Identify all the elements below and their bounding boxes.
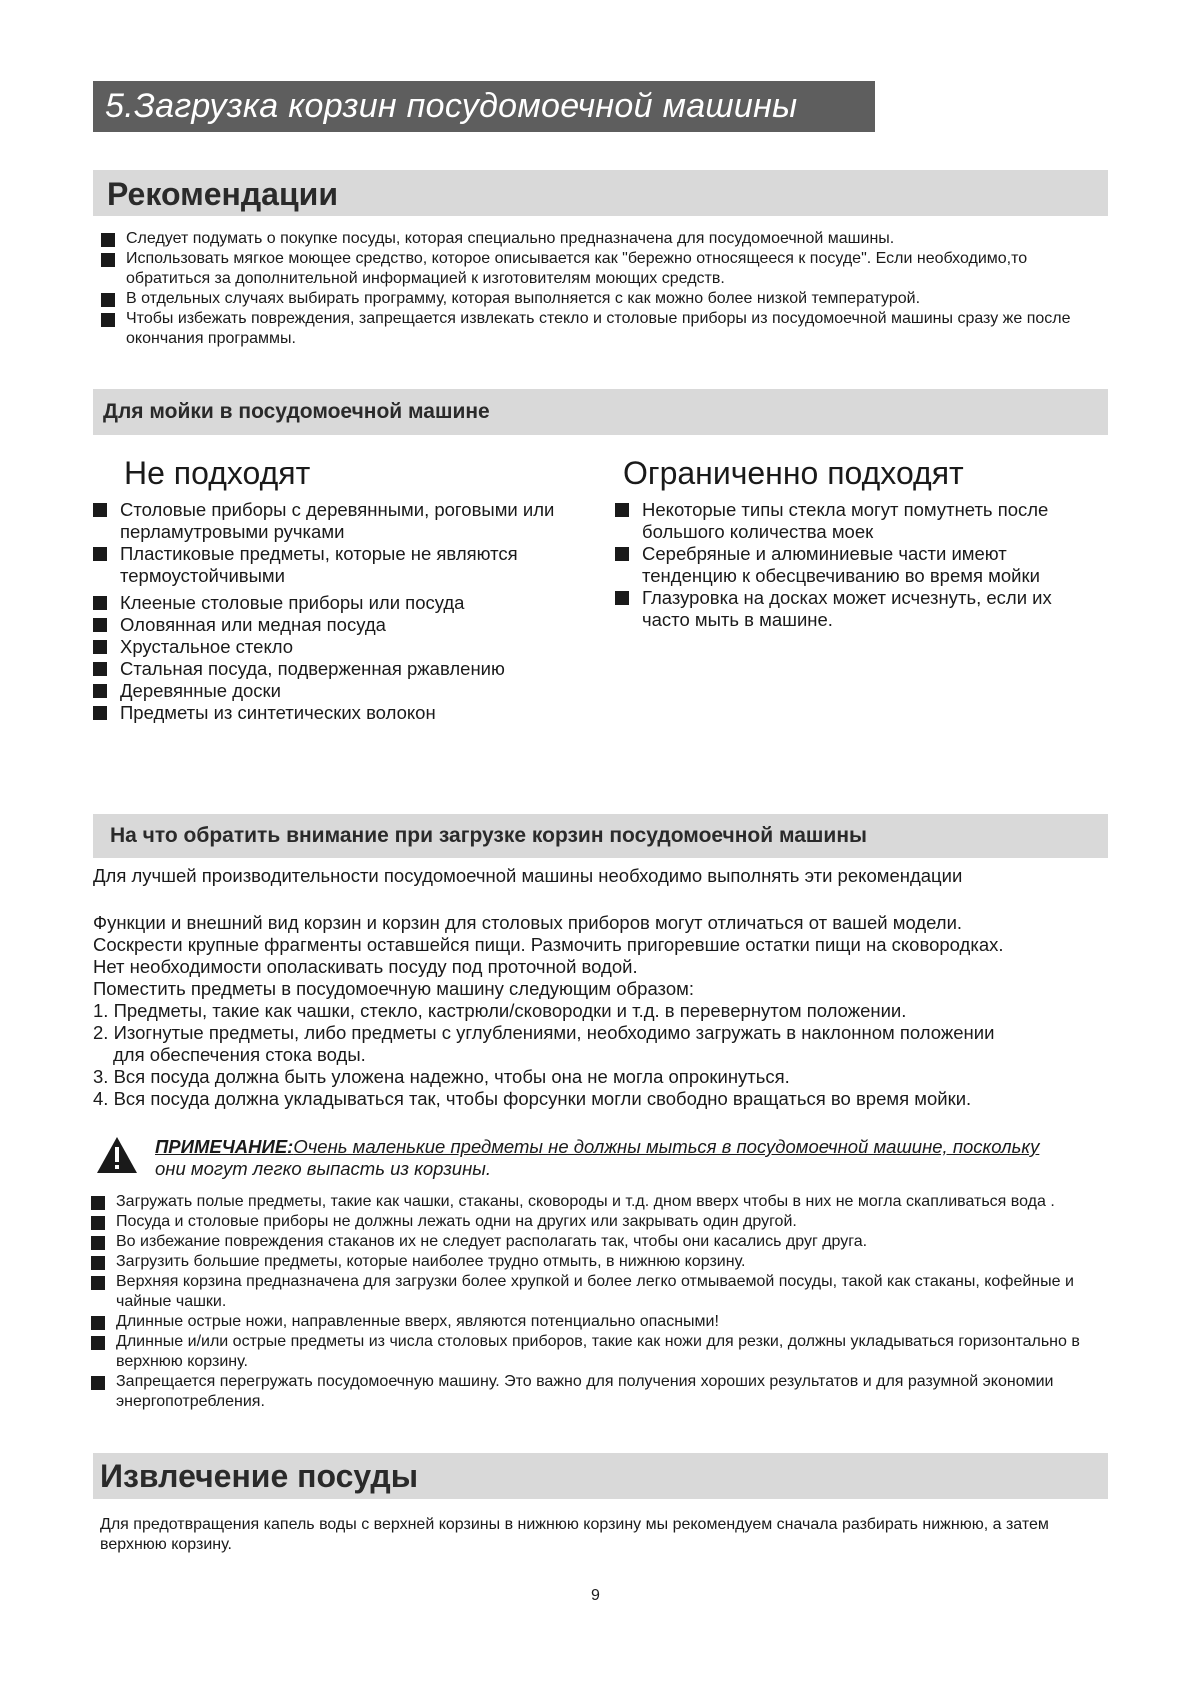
list-item: Столовые приборы с деревянными, роговыми или перламутровыми ручками [120,499,590,543]
loading-attention-heading: На что обратить внимание при загрузке корзин посудомоечной машины [93,814,1108,858]
note-text: Очень маленькие предметы не должны мыться в посудомоечной машине, поскольку [293,1136,1040,1157]
loading-list [116,1192,1106,1412]
list-item: Некоторые типы стекла могут помутнеть после большого количества моек [642,499,1102,543]
unloading-text: Для предотвращения капель воды с верхней корзины в нижнюю корзину мы рекомендуем сначала разбирать нижнюю, а затем верхнюю корзину. [100,1516,1049,1553]
paragraph-line: для обеспечения стока воды. [113,1044,366,1065]
list-item: Загрузить большие предметы, которые наиболее трудно отмыть, в нижнюю корзину. [116,1252,1106,1272]
list-item: Оловянная или медная посуда [120,614,590,636]
not-suitable-heading: Не подходят [124,455,311,491]
list-item: Глазуровка на досках может исчезнуть, если их часто мыть в машине. [642,587,1102,631]
paragraph-line: 2. Изогнутые предметы, либо предметы с углублениями, необходимо загружать в наклонном положении [93,1022,995,1043]
loading-steps [93,912,1108,1110]
list-item: Запрещается перегружать посудомоечную машину. Это важно для получения хороших результатов и для разумной экономии энергопотребления. [116,1372,1106,1412]
paragraph-line: Нет необходимости ополаскивать посуду под проточной водой. [93,956,638,977]
list-item: Длинные и/или острые предметы из числа столовых приборов, такие как ножи для резки, должны укладываться горизонтально в верхнюю корзину. [116,1332,1106,1372]
list-item: Клееные столовые приборы или посуда [120,592,590,614]
paragraph-line: 3. Вся посуда должна быть уложена надежно, чтобы она не могла опрокинуться. [93,1066,790,1087]
note-label: ПРИМЕЧАНИЕ: [155,1136,294,1157]
list-item: Верхняя корзина предназначена для загрузки более хрупкой и более легко отмываемой посуды, такой как стаканы, кофейные и чайные чашки. [116,1272,1106,1312]
list-item: Хрустальное стекло [120,636,590,658]
warning-triangle-icon [96,1136,138,1174]
dishwasher-use-heading: Для мойки в посудомоечной машине [93,389,1108,435]
list-item: В отдельных случаях выбирать программу, которая выполняется с как можно более низкой температурой. [126,289,1106,309]
paragraph-line: 4. Вся посуда должна укладываться так, чтобы форсунки могли свободно вращаться во время мойки. [93,1088,972,1109]
paragraph-line: Функции и внешний вид корзин и корзин для столовых приборов могут отличаться от вашей модели. [93,912,963,933]
not-suitable-list [120,499,590,724]
limited-suitable-list [642,499,1102,631]
list-item: Во избежание повреждения стаканов их не следует располагать так, чтобы они касались друг друга. [116,1232,1106,1252]
list-item: Пластиковые предметы, которые не являются термоустойчивыми [120,543,590,587]
list-item: Чтобы избежать повреждения, запрещается извлекать стекло и столовые приборы из посудомоечной машины сразу же после окончания программы. [126,309,1106,349]
paragraph-line: Поместить предметы в посудомоечную машину следующим образом: [93,978,694,999]
list-item: Посуда и столовые приборы не должны лежать одни на других или закрывать один другой. [116,1212,1106,1232]
limited-suitable-heading: Ограниченно подходят [623,455,964,491]
paragraph-line: Соскрести крупные фрагменты оставшейся пищи. Размочить пригоревшие остатки пищи на сковородках. [93,934,1004,955]
list-item: Стальная посуда, подверженная ржавлению [120,658,590,680]
list-item: Следует подумать о покупке посуды, которая специально предназначена для посудомоечной машины. [126,229,1106,249]
list-item: Деревянные доски [120,680,590,702]
note-text: они могут легко выпасть из корзины. [155,1158,492,1179]
note-block [155,1136,1105,1180]
recommendations-heading: Рекомендации [93,170,1108,216]
page-number: 9 [591,1587,600,1604]
paragraph-line: 1. Предметы, такие как чашки, стекло, кастрюли/сковородки и т.д. в перевернутом положении. [93,1000,907,1021]
unloading-heading: Извлечение посуды [93,1453,1108,1499]
list-item: Использовать мягкое моющее средство, которое описывается как "бережно относящееся к посуде". Если необходимо,то обратиться за дополнительной информацией к изготовителям моющих средств. [126,249,1106,289]
list-item: Предметы из синтетических волокон [120,702,590,724]
loading-intro: Для лучшей производительности посудомоечной машины необходимо выполнять эти рекомендации [93,865,963,886]
list-item: Длинные острые ножи, направленные вверх, являются потенциально опасными! [116,1312,1106,1332]
list-item: Серебряные и алюминиевые части имеют тенденцию к обесцвечиванию во время мойки [642,543,1102,587]
page-title: 5.Загрузка корзин посудомоечной машины [93,81,875,132]
recommendations-list [126,229,1106,349]
list-item: Загружать полые предметы, такие как чашки, стаканы, сковороды и т.д. дном вверх чтобы в них не могла скапливаться вода . [116,1192,1106,1212]
